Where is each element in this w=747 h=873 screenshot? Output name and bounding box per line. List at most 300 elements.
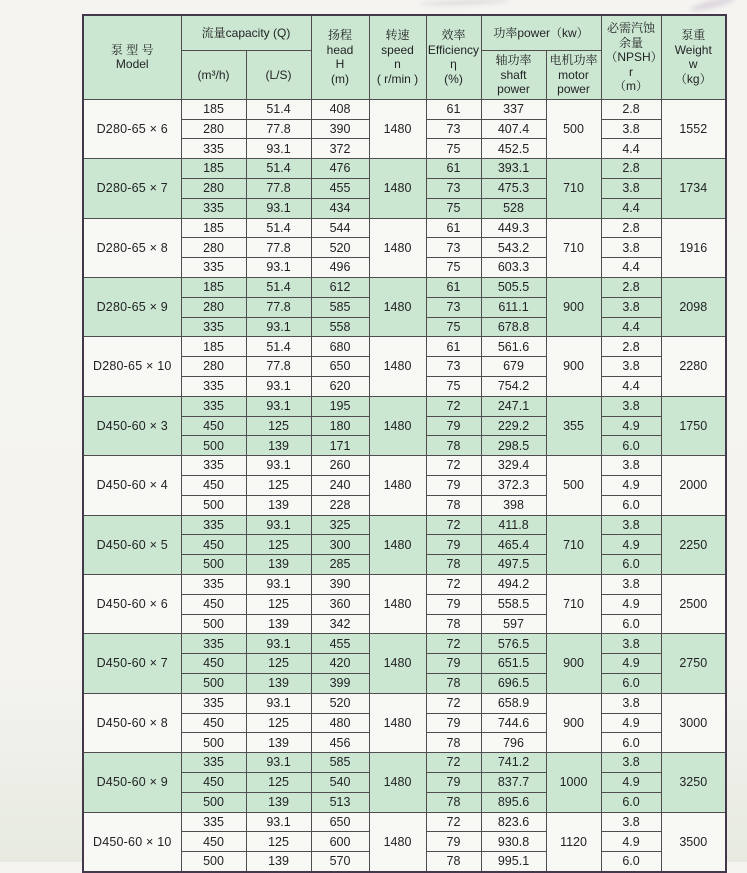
capacity-m3h-cell: 450	[181, 594, 246, 614]
motor-power-cell: 900	[546, 278, 601, 337]
capacity-ls-cell: 93.1	[246, 258, 311, 278]
model-cell: D450-60 × 7	[83, 634, 181, 693]
capacity-ls-cell: 93.1	[246, 396, 311, 416]
head-cell: 240	[311, 476, 369, 496]
model-cell: D280-65 × 9	[83, 278, 181, 337]
efficiency-cell: 75	[426, 198, 481, 218]
header-model	[83, 15, 181, 99]
model-cell: D280-65 × 8	[83, 218, 181, 277]
capacity-m3h-cell: 280	[181, 238, 246, 258]
shaft-power-cell: 658.9	[481, 693, 546, 713]
shaft-power-cell: 741.2	[481, 753, 546, 773]
capacity-ls-cell: 125	[246, 713, 311, 733]
capacity-ls-cell: 93.1	[246, 575, 311, 595]
shaft-power-cell: 930.8	[481, 832, 546, 852]
header-capacity: 流量capacity (Q)	[181, 15, 311, 51]
pump-spec-table	[82, 14, 727, 873]
capacity-m3h-cell: 185	[181, 278, 246, 298]
header-efficiency-symbol: η	[450, 57, 457, 72]
shaft-power-cell: 337	[481, 99, 546, 119]
head-cell: 558	[311, 317, 369, 337]
head-cell: 408	[311, 99, 369, 119]
shaft-power-cell: 298.5	[481, 436, 546, 456]
capacity-m3h-cell: 500	[181, 614, 246, 634]
efficiency-cell: 79	[426, 416, 481, 436]
shaft-power-cell: 597	[481, 614, 546, 634]
npsh-cell: 4.4	[601, 377, 661, 397]
spec-row	[83, 753, 726, 773]
npsh-cell: 6.0	[601, 733, 661, 753]
shaft-power-cell: 475.3	[481, 179, 546, 199]
head-cell: 520	[311, 238, 369, 258]
spec-row	[83, 456, 726, 476]
capacity-m3h-cell: 335	[181, 317, 246, 337]
speed-cell: 1480	[369, 456, 426, 515]
capacity-ls-cell: 51.4	[246, 218, 311, 238]
header-capacity-m3h: (m³/h)	[181, 51, 246, 100]
capacity-m3h-cell: 335	[181, 396, 246, 416]
npsh-cell: 3.8	[601, 396, 661, 416]
shaft-power-cell: 995.1	[481, 852, 546, 872]
spec-row	[83, 634, 726, 654]
capacity-m3h-cell: 450	[181, 476, 246, 496]
efficiency-cell: 61	[426, 278, 481, 298]
head-cell: 342	[311, 614, 369, 634]
weight-cell: 1750	[661, 396, 726, 455]
model-cell: D450-60 × 3	[83, 396, 181, 455]
head-cell: 456	[311, 733, 369, 753]
efficiency-cell: 78	[426, 792, 481, 812]
capacity-ls-cell: 93.1	[246, 317, 311, 337]
head-cell: 420	[311, 654, 369, 674]
head-cell: 372	[311, 139, 369, 159]
capacity-ls-cell: 139	[246, 555, 311, 575]
shaft-power-cell: 823.6	[481, 812, 546, 832]
header-power: 功率power（kw）	[481, 15, 601, 51]
head-cell: 540	[311, 772, 369, 792]
speed-cell: 1480	[369, 278, 426, 337]
weight-cell: 1916	[661, 218, 726, 277]
motor-power-cell: 1120	[546, 812, 601, 872]
shaft-power-cell: 372.3	[481, 476, 546, 496]
header-weight-symbol: w	[688, 57, 698, 72]
efficiency-cell: 78	[426, 555, 481, 575]
motor-power-cell: 900	[546, 693, 601, 752]
head-cell: 390	[311, 119, 369, 139]
header-motor-power-zh: 电机功率	[549, 53, 598, 67]
npsh-cell: 3.8	[601, 575, 661, 595]
weight-cell: 1734	[661, 159, 726, 218]
spec-row	[83, 812, 726, 832]
shaft-power-cell: 576.5	[481, 634, 546, 654]
npsh-cell: 3.8	[601, 297, 661, 317]
capacity-ls-cell: 125	[246, 476, 311, 496]
motor-power-cell: 710	[546, 218, 601, 277]
efficiency-cell: 79	[426, 476, 481, 496]
efficiency-cell: 79	[426, 832, 481, 852]
weight-cell: 2098	[661, 278, 726, 337]
npsh-cell: 4.9	[601, 713, 661, 733]
efficiency-cell: 61	[426, 337, 481, 357]
npsh-cell: 3.8	[601, 812, 661, 832]
npsh-cell: 4.4	[601, 198, 661, 218]
efficiency-cell: 72	[426, 634, 481, 654]
shaft-power-cell: 393.1	[481, 159, 546, 179]
head-cell: 180	[311, 416, 369, 436]
speed-cell: 1480	[369, 812, 426, 872]
efficiency-cell: 79	[426, 654, 481, 674]
capacity-m3h-cell: 500	[181, 436, 246, 456]
motor-power-cell: 710	[546, 159, 601, 218]
efficiency-cell: 72	[426, 812, 481, 832]
npsh-cell: 2.8	[601, 218, 661, 238]
capacity-ls-cell: 77.8	[246, 297, 311, 317]
shaft-power-cell: 505.5	[481, 278, 546, 298]
header-speed-symbol: n	[394, 57, 401, 72]
model-cell: D450-60 × 6	[83, 575, 181, 634]
header-model-en: Model	[115, 57, 149, 72]
capacity-ls-cell: 125	[246, 535, 311, 555]
header-model-zh: 泵 型 号	[110, 42, 154, 57]
head-cell: 650	[311, 812, 369, 832]
efficiency-cell: 61	[426, 218, 481, 238]
shaft-power-cell: 561.6	[481, 337, 546, 357]
head-cell: 300	[311, 535, 369, 555]
header-capacity-ls: (L/S)	[246, 51, 311, 100]
efficiency-cell: 72	[426, 753, 481, 773]
shaft-power-cell: 449.3	[481, 218, 546, 238]
weight-cell: 3500	[661, 812, 726, 872]
capacity-ls-cell: 93.1	[246, 198, 311, 218]
capacity-ls-cell: 139	[246, 614, 311, 634]
head-cell: 195	[311, 396, 369, 416]
scan-smudge	[420, 0, 510, 7]
pump-spec-table-wrap	[82, 14, 727, 873]
capacity-m3h-cell: 280	[181, 119, 246, 139]
shaft-power-cell: 678.8	[481, 317, 546, 337]
head-cell: 434	[311, 198, 369, 218]
weight-cell: 3000	[661, 693, 726, 752]
motor-power-cell: 710	[546, 575, 601, 634]
npsh-cell: 2.8	[601, 337, 661, 357]
header-motor-power	[546, 51, 601, 100]
scan-smudge	[690, 0, 737, 13]
capacity-m3h-cell: 450	[181, 416, 246, 436]
head-cell: 260	[311, 456, 369, 476]
npsh-cell: 4.9	[601, 416, 661, 436]
header-speed-en: speed	[381, 42, 414, 57]
head-cell: 620	[311, 377, 369, 397]
efficiency-cell: 61	[426, 99, 481, 119]
spec-row	[83, 337, 726, 357]
header-speed-zh: 转速	[385, 28, 410, 43]
capacity-m3h-cell: 335	[181, 258, 246, 278]
capacity-m3h-cell: 335	[181, 812, 246, 832]
capacity-ls-cell: 139	[246, 733, 311, 753]
weight-cell: 2250	[661, 515, 726, 574]
capacity-ls-cell: 51.4	[246, 99, 311, 119]
efficiency-cell: 72	[426, 693, 481, 713]
shaft-power-cell: 329.4	[481, 456, 546, 476]
capacity-m3h-cell: 335	[181, 198, 246, 218]
capacity-ls-cell: 93.1	[246, 456, 311, 476]
shaft-power-cell: 452.5	[481, 139, 546, 159]
capacity-m3h-cell: 280	[181, 179, 246, 199]
model-cell: D450-60 × 9	[83, 753, 181, 812]
capacity-ls-cell: 139	[246, 436, 311, 456]
spec-row	[83, 575, 726, 595]
motor-power-cell: 1000	[546, 753, 601, 812]
speed-cell: 1480	[369, 693, 426, 752]
capacity-m3h-cell: 335	[181, 693, 246, 713]
weight-cell: 2280	[661, 337, 726, 396]
efficiency-cell: 75	[426, 139, 481, 159]
capacity-m3h-cell: 450	[181, 713, 246, 733]
capacity-ls-cell: 139	[246, 792, 311, 812]
npsh-cell: 6.0	[601, 436, 661, 456]
spec-row	[83, 218, 726, 238]
npsh-cell: 4.4	[601, 317, 661, 337]
capacity-ls-cell: 51.4	[246, 278, 311, 298]
capacity-m3h-cell: 280	[181, 297, 246, 317]
spec-row	[83, 278, 726, 298]
header-motor-power-en: motor power	[557, 67, 590, 97]
shaft-power-cell: 528	[481, 198, 546, 218]
motor-power-cell: 710	[546, 515, 601, 574]
efficiency-cell: 61	[426, 159, 481, 179]
capacity-ls-cell: 93.1	[246, 693, 311, 713]
npsh-cell: 3.8	[601, 634, 661, 654]
model-cell: D450-60 × 5	[83, 515, 181, 574]
speed-cell: 1480	[369, 515, 426, 574]
npsh-cell: 4.9	[601, 535, 661, 555]
head-cell: 390	[311, 575, 369, 595]
model-cell: D280-65 × 6	[83, 99, 181, 158]
efficiency-cell: 75	[426, 317, 481, 337]
capacity-ls-cell: 77.8	[246, 357, 311, 377]
npsh-cell: 3.8	[601, 238, 661, 258]
efficiency-cell: 72	[426, 575, 481, 595]
spec-row	[83, 99, 726, 119]
capacity-m3h-cell: 450	[181, 832, 246, 852]
npsh-cell: 3.8	[601, 357, 661, 377]
capacity-m3h-cell: 185	[181, 337, 246, 357]
header-efficiency-zh: 效率	[441, 28, 466, 43]
head-cell: 480	[311, 713, 369, 733]
header-weight	[661, 15, 726, 99]
head-cell: 612	[311, 278, 369, 298]
speed-cell: 1480	[369, 218, 426, 277]
speed-cell: 1480	[369, 575, 426, 634]
header-npsh-zh2: 余量	[619, 35, 644, 50]
shaft-power-cell: 696.5	[481, 673, 546, 693]
table-body	[83, 99, 726, 872]
header-speed	[369, 15, 426, 99]
header-npsh-zh1: 必需汽蚀	[607, 20, 656, 35]
efficiency-cell: 79	[426, 772, 481, 792]
head-cell: 455	[311, 179, 369, 199]
capacity-m3h-cell: 450	[181, 535, 246, 555]
capacity-ls-cell: 93.1	[246, 377, 311, 397]
header-head-symbol: H	[335, 57, 345, 72]
capacity-ls-cell: 93.1	[246, 515, 311, 535]
shaft-power-cell: 744.6	[481, 713, 546, 733]
header-head-zh: 扬程	[327, 28, 352, 43]
efficiency-cell: 75	[426, 258, 481, 278]
efficiency-cell: 72	[426, 396, 481, 416]
header-speed-unit: ( r/min )	[376, 72, 419, 87]
speed-cell: 1480	[369, 634, 426, 693]
npsh-cell: 3.8	[601, 179, 661, 199]
spec-row	[83, 693, 726, 713]
shaft-power-cell: 247.1	[481, 396, 546, 416]
npsh-cell: 6.0	[601, 852, 661, 872]
head-cell: 325	[311, 515, 369, 535]
capacity-ls-cell: 93.1	[246, 753, 311, 773]
head-cell: 496	[311, 258, 369, 278]
npsh-cell: 4.9	[601, 476, 661, 496]
npsh-cell: 6.0	[601, 673, 661, 693]
motor-power-cell: 900	[546, 634, 601, 693]
npsh-cell: 4.9	[601, 832, 661, 852]
capacity-ls-cell: 93.1	[246, 139, 311, 159]
npsh-cell: 6.0	[601, 555, 661, 575]
header-npsh-unit: （m）	[614, 79, 649, 94]
capacity-m3h-cell: 280	[181, 357, 246, 377]
head-cell: 680	[311, 337, 369, 357]
spec-row	[83, 159, 726, 179]
efficiency-cell: 79	[426, 594, 481, 614]
capacity-ls-cell: 139	[246, 673, 311, 693]
head-cell: 399	[311, 673, 369, 693]
header-npsh-symbol: （NPSH）r	[605, 50, 657, 79]
header-npsh	[601, 15, 661, 99]
capacity-m3h-cell: 185	[181, 99, 246, 119]
spec-row	[83, 396, 726, 416]
capacity-ls-cell: 77.8	[246, 179, 311, 199]
efficiency-cell: 75	[426, 377, 481, 397]
shaft-power-cell: 411.8	[481, 515, 546, 535]
capacity-ls-cell: 125	[246, 772, 311, 792]
shaft-power-cell: 407.4	[481, 119, 546, 139]
efficiency-cell: 73	[426, 179, 481, 199]
head-cell: 544	[311, 218, 369, 238]
head-cell: 520	[311, 693, 369, 713]
speed-cell: 1480	[369, 337, 426, 396]
npsh-cell: 4.9	[601, 594, 661, 614]
weight-cell: 3250	[661, 753, 726, 812]
head-cell: 570	[311, 852, 369, 872]
capacity-ls-cell: 93.1	[246, 634, 311, 654]
efficiency-cell: 73	[426, 119, 481, 139]
model-cell: D280-65 × 7	[83, 159, 181, 218]
npsh-cell: 2.8	[601, 99, 661, 119]
motor-power-cell: 500	[546, 456, 601, 515]
header-head	[311, 15, 369, 99]
efficiency-cell: 78	[426, 673, 481, 693]
npsh-cell: 3.8	[601, 515, 661, 535]
shaft-power-cell: 895.6	[481, 792, 546, 812]
head-cell: 360	[311, 594, 369, 614]
capacity-m3h-cell: 500	[181, 733, 246, 753]
shaft-power-cell: 558.5	[481, 594, 546, 614]
capacity-m3h-cell: 500	[181, 792, 246, 812]
capacity-m3h-cell: 335	[181, 515, 246, 535]
capacity-m3h-cell: 335	[181, 139, 246, 159]
head-cell: 228	[311, 495, 369, 515]
header-efficiency-en: Efficiency	[427, 42, 480, 57]
header-weight-unit: （kg）	[674, 72, 712, 87]
capacity-ls-cell: 77.8	[246, 119, 311, 139]
speed-cell: 1480	[369, 753, 426, 812]
header-shaft-power	[481, 51, 546, 100]
capacity-m3h-cell: 450	[181, 772, 246, 792]
capacity-ls-cell: 51.4	[246, 159, 311, 179]
capacity-m3h-cell: 335	[181, 575, 246, 595]
npsh-cell: 2.8	[601, 278, 661, 298]
capacity-m3h-cell: 500	[181, 555, 246, 575]
efficiency-cell: 72	[426, 515, 481, 535]
head-cell: 513	[311, 792, 369, 812]
spec-row	[83, 515, 726, 535]
head-cell: 585	[311, 297, 369, 317]
model-cell: D450-60 × 10	[83, 812, 181, 872]
efficiency-cell: 73	[426, 357, 481, 377]
npsh-cell: 6.0	[601, 495, 661, 515]
head-cell: 171	[311, 436, 369, 456]
capacity-ls-cell: 139	[246, 495, 311, 515]
table-header	[83, 15, 726, 99]
weight-cell: 2000	[661, 456, 726, 515]
shaft-power-cell: 651.5	[481, 654, 546, 674]
capacity-ls-cell: 125	[246, 654, 311, 674]
capacity-ls-cell: 51.4	[246, 337, 311, 357]
motor-power-cell: 900	[546, 337, 601, 396]
capacity-ls-cell: 139	[246, 852, 311, 872]
speed-cell: 1480	[369, 159, 426, 218]
capacity-m3h-cell: 335	[181, 456, 246, 476]
npsh-cell: 2.8	[601, 159, 661, 179]
header-efficiency-unit: (%)	[444, 72, 463, 87]
shaft-power-cell: 837.7	[481, 772, 546, 792]
capacity-m3h-cell: 185	[181, 218, 246, 238]
model-cell: D280-65 × 10	[83, 337, 181, 396]
weight-cell: 2750	[661, 634, 726, 693]
capacity-m3h-cell: 500	[181, 495, 246, 515]
efficiency-cell: 78	[426, 614, 481, 634]
header-weight-en: Weight	[674, 42, 712, 57]
model-cell: D450-60 × 8	[83, 693, 181, 752]
capacity-m3h-cell: 335	[181, 377, 246, 397]
head-cell: 600	[311, 832, 369, 852]
capacity-ls-cell: 125	[246, 416, 311, 436]
npsh-cell: 3.8	[601, 693, 661, 713]
shaft-power-cell: 611.1	[481, 297, 546, 317]
efficiency-cell: 78	[426, 733, 481, 753]
header-head-unit: (m)	[331, 72, 349, 87]
efficiency-cell: 78	[426, 852, 481, 872]
speed-cell: 1480	[369, 396, 426, 455]
header-shaft-power-en: shaft power	[497, 67, 530, 97]
head-cell: 285	[311, 555, 369, 575]
npsh-cell: 3.8	[601, 753, 661, 773]
npsh-cell: 4.9	[601, 654, 661, 674]
efficiency-cell: 73	[426, 297, 481, 317]
npsh-cell: 6.0	[601, 792, 661, 812]
efficiency-cell: 78	[426, 436, 481, 456]
npsh-cell: 4.4	[601, 258, 661, 278]
efficiency-cell: 72	[426, 456, 481, 476]
